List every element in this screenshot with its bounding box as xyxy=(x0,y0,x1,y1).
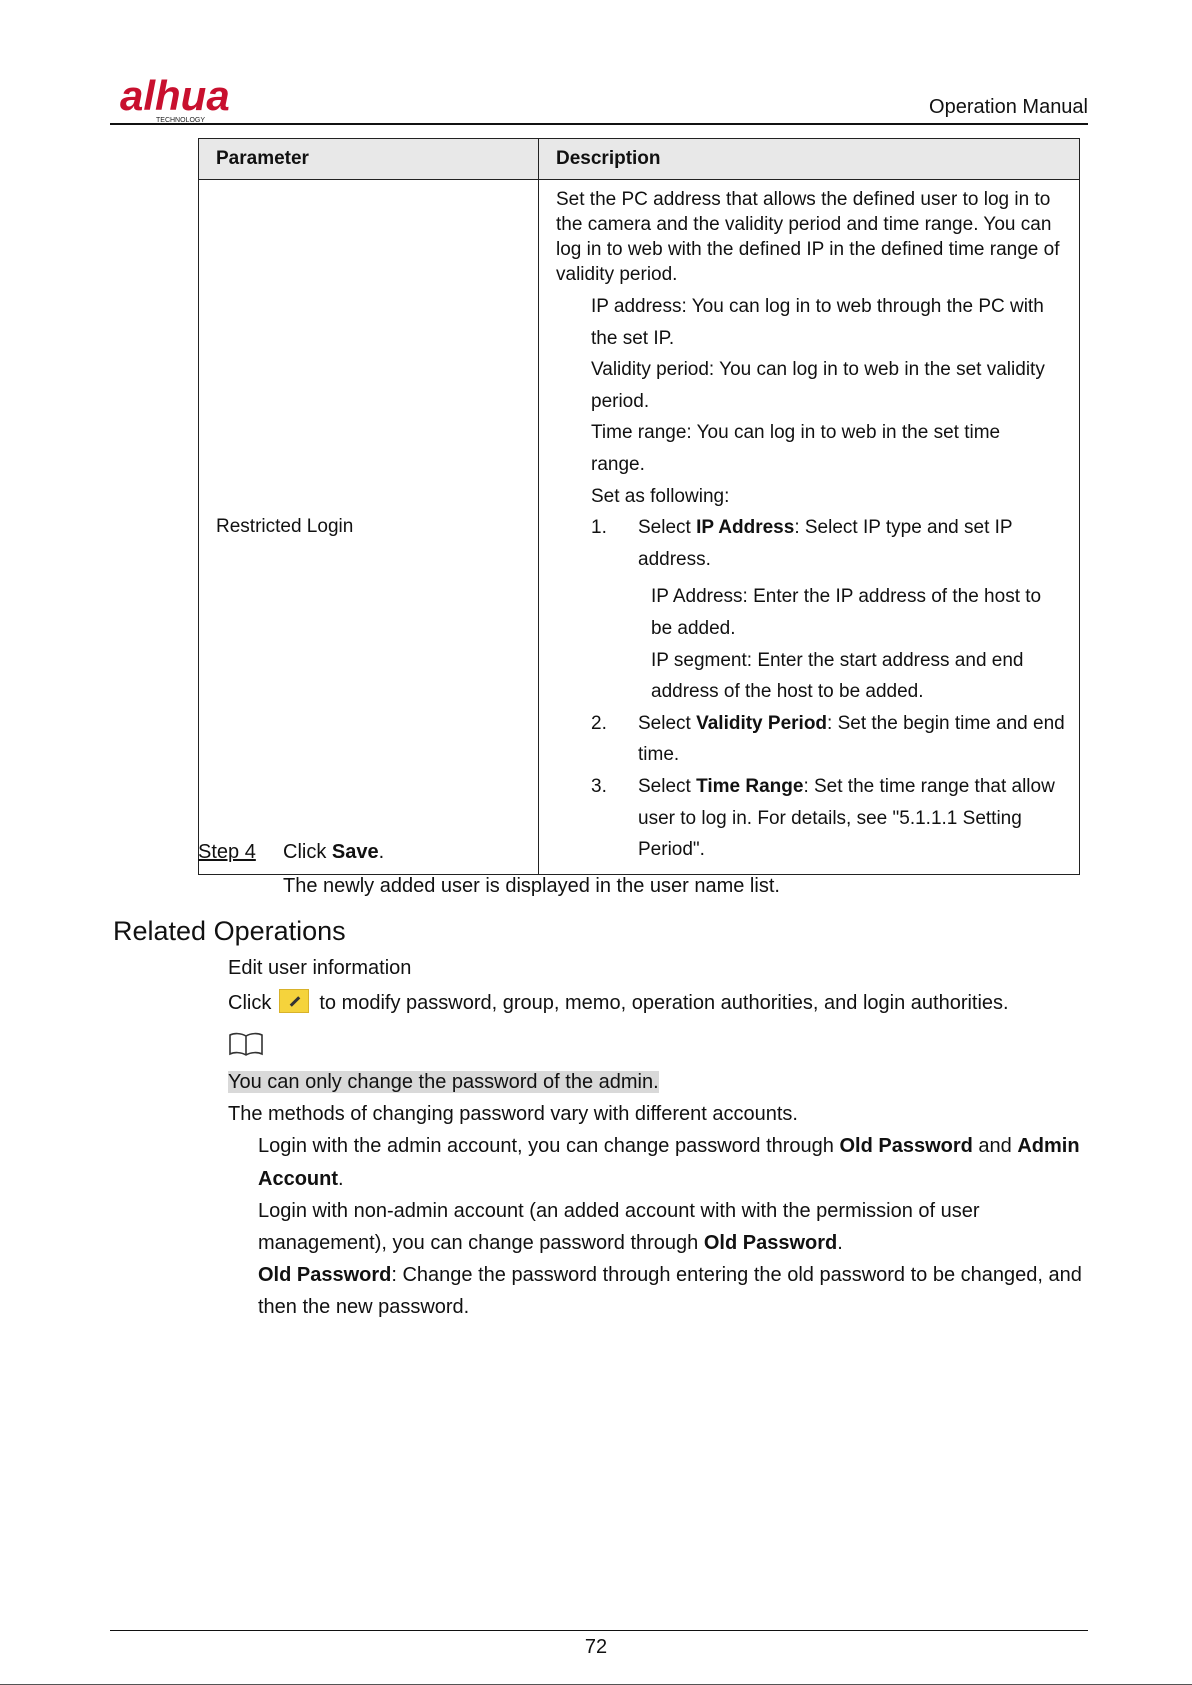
book-note-icon-graphic xyxy=(228,1031,264,1057)
description-cell xyxy=(539,180,1080,875)
admin-account-term: Admin xyxy=(1017,1135,1080,1157)
book-note-icon xyxy=(228,1031,264,1057)
step-bold-term: Time Range xyxy=(696,775,804,797)
step-suffix: : Set the begin time and end xyxy=(827,712,1065,734)
header-title: Operation Manual xyxy=(929,96,1088,118)
admin-method-line-2 xyxy=(258,1168,344,1191)
sub-line: be added. xyxy=(651,617,736,639)
step-prefix: Select xyxy=(638,712,697,734)
description-intro: Set the PC address that allows the defined user to log in to the camera and the validity period and time range. You can log in to web with the defined IP in the defined time range of validity period. xyxy=(556,189,1060,285)
sub-line: IP segment: Enter the start address and end xyxy=(651,649,1024,671)
table-row xyxy=(199,180,1080,875)
dahua-logo-graphic xyxy=(118,72,258,124)
admin-method-end: . xyxy=(338,1168,344,1190)
old-password-line-2: then the new password. xyxy=(258,1296,470,1318)
step-continuation: user to log in. For details, see "5.1.1.1 Setting xyxy=(638,807,1022,829)
nonadmin-method-line-1: Login with non-admin account (an added account with with the permission of user xyxy=(258,1200,980,1222)
step-suffix: : Set the time range that allow xyxy=(803,775,1055,797)
old-password-term: Old Password xyxy=(839,1135,973,1157)
column-header-parameter: Parameter xyxy=(199,139,539,180)
step-4-label: Step 4 xyxy=(198,841,256,863)
methods-intro: The methods of changing password vary with different accounts. xyxy=(228,1103,798,1125)
related-operations-heading: Related Operations xyxy=(113,916,346,946)
numbered-step xyxy=(556,771,1071,803)
step-suffix: : Select IP type and set IP address. xyxy=(638,517,1013,570)
numbered-step xyxy=(556,708,1071,740)
click-edit-line xyxy=(228,989,1009,1015)
header-divider xyxy=(110,123,1088,125)
step-prefix: Select xyxy=(638,775,697,797)
description-line: range. xyxy=(591,453,645,475)
step-bold-term: IP Address xyxy=(696,517,795,539)
step-4 xyxy=(198,841,385,864)
page-number: 72 xyxy=(584,1636,608,1658)
old-password-line-1 xyxy=(258,1264,1082,1287)
old-password-term: Old Password xyxy=(703,1232,838,1254)
description-line: Set as following: xyxy=(591,485,730,507)
step-bold-term: Validity Period xyxy=(696,712,828,734)
admin-method-line-1 xyxy=(258,1135,1080,1158)
description-line: the set IP. xyxy=(591,327,675,349)
old-password-description: : Change the password through entering the old password to be changed, and xyxy=(391,1264,1082,1286)
nonadmin-method-prefix: management), you can change password through xyxy=(258,1232,704,1254)
step-continuation: Period". xyxy=(638,839,705,861)
admin-method-prefix: Login with the admin account, you can change password through xyxy=(258,1135,840,1157)
nonadmin-method-end: . xyxy=(837,1232,843,1254)
step-4-result: The newly added user is displayed in the user name list. xyxy=(283,875,780,897)
description-line: period. xyxy=(591,390,650,412)
step-prefix: Select xyxy=(638,517,697,539)
edit-pencil-icon xyxy=(279,989,309,1013)
edit-user-info-title: Edit user information xyxy=(228,957,412,979)
description-line: Validity period: You can log in to web in the set validity xyxy=(591,359,1045,381)
step-4-text xyxy=(283,841,384,864)
sub-line: IP Address: Enter the IP address of the host to xyxy=(651,586,1042,608)
dahua-logo xyxy=(118,72,258,124)
click-prefix: Click xyxy=(228,992,272,1014)
logo-wordmark: alhua xyxy=(120,72,230,119)
save-term: Save xyxy=(331,841,379,863)
footer-divider xyxy=(110,1630,1088,1631)
click-suffix: to modify password, group, memo, operation authorities, and login authorities. xyxy=(319,992,1009,1014)
admin-method-mid: and xyxy=(972,1135,1018,1157)
nonadmin-method-line-2 xyxy=(258,1232,843,1255)
step-4-prefix: Click xyxy=(283,841,332,863)
logo-tagline: TECHNOLOGY xyxy=(156,117,206,124)
step-number: 1. xyxy=(591,517,607,539)
old-password-term: Old Password xyxy=(258,1264,392,1286)
step-continuation: time. xyxy=(638,744,680,766)
step-4-suffix: . xyxy=(378,841,385,863)
column-header-description: Description xyxy=(539,139,1080,180)
parameter-cell: Restricted Login xyxy=(199,180,539,875)
sub-line: address of the host to be added. xyxy=(651,681,924,703)
description-line: IP address: You can log in to web through the PC with xyxy=(591,296,1044,317)
step-number: 3. xyxy=(591,775,607,797)
step-number: 2. xyxy=(591,712,607,734)
parameter-table xyxy=(198,138,1080,875)
note-highlight: You can only change the password of the admin. xyxy=(228,1071,659,1093)
numbered-step xyxy=(556,512,1071,575)
account-term: Account xyxy=(258,1168,338,1190)
description-line: Time range: You can log in to web in the set time xyxy=(591,422,1001,444)
table-header-row xyxy=(199,139,1080,180)
note-text xyxy=(228,1071,659,1094)
